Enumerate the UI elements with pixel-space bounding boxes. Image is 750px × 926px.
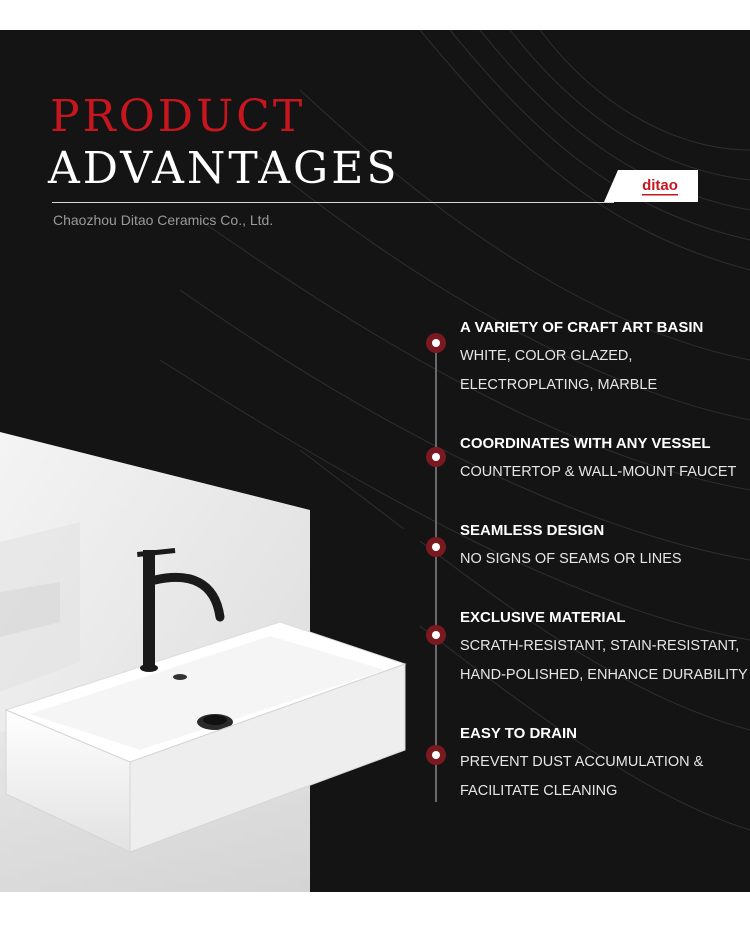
feature-exclusive-material (460, 608, 750, 690)
feature-desc-line: PREVENT DUST ACCUMULATION & (460, 754, 704, 770)
title-advantages: ADVANTAGES (48, 143, 400, 194)
feature-desc-line: HAND-POLISHED, ENHANCE DURABILITY (460, 667, 748, 683)
timeline-line (435, 342, 437, 802)
feature-title: A VARIETY OF CRAFT ART BASIN (460, 319, 704, 336)
feature-desc-line: SCRATH-RESISTANT, STAIN-RESISTANT, (460, 638, 740, 654)
feature-desc-line: WHITE, COLOR GLAZED, (460, 348, 633, 364)
bullet-dot-icon (425, 536, 447, 558)
feature-desc-line: ELECTROPLATING, MARBLE (460, 377, 658, 393)
feature-desc-line: COUNTERTOP & WALL-MOUNT FAUCET (460, 464, 737, 480)
feature-seamless-design (460, 521, 750, 574)
product-advantages-panel (0, 30, 750, 892)
bullet-dot-icon (425, 446, 447, 468)
logo-text: ditao (642, 177, 678, 194)
feature-craft-art-basin (460, 318, 750, 400)
title-product: PRODUCT (50, 91, 306, 142)
feature-title: SEAMLESS DESIGN (460, 522, 605, 539)
feature-easy-to-drain (460, 724, 750, 806)
ditao-logo (604, 170, 698, 202)
feature-title: COORDINATES WITH ANY VESSEL (460, 435, 711, 452)
title-divider (52, 202, 614, 203)
bullet-dot-icon (425, 744, 447, 766)
feature-title: EASY TO DRAIN (460, 725, 577, 742)
feature-desc-line: FACILITATE CLEANING (460, 783, 618, 799)
sink-basin-photo (0, 432, 420, 892)
feature-title: EXCLUSIVE MATERIAL (460, 609, 626, 626)
bullet-dot-icon (425, 624, 447, 646)
company-name: Chaozhou Ditao Ceramics Co., Ltd. (53, 212, 274, 228)
feature-desc-line: NO SIGNS OF SEAMS OR LINES (460, 551, 682, 567)
bullet-dot-icon (425, 332, 447, 354)
feature-coordinates-vessel (460, 434, 750, 487)
